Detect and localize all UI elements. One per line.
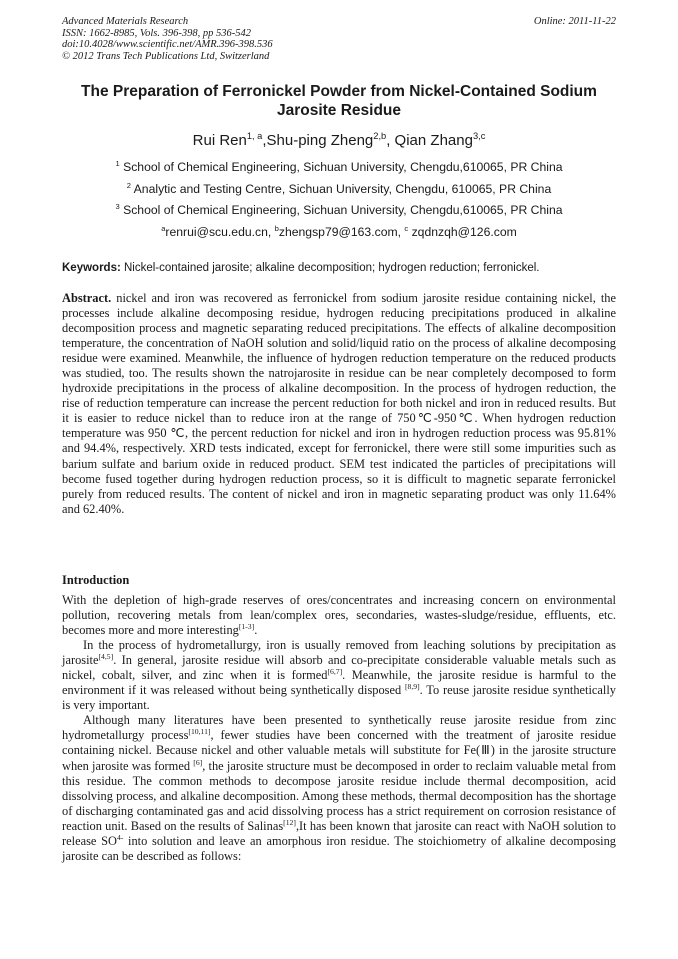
journal-issn: ISSN: 1662-8985, Vols. 396-398, pp 536-542 <box>62 27 251 39</box>
journal-name: Advanced Materials Research <box>62 16 189 27</box>
citation: [10,11] <box>188 727 211 737</box>
author-sup: 2,b <box>373 131 387 141</box>
journal-doi: doi:10.4028/www.scientific.net/AMR.396-398.536 <box>62 39 273 50</box>
author-name: , Qian Zhang <box>386 132 473 149</box>
affiliation-2: $^2$ Analytic and Testing Centre, Sichuan University, Chengdu, 610065, PR China <box>126 180 552 196</box>
section-heading-introduction: Introduction <box>62 573 130 587</box>
author-sup: 1, a <box>246 131 263 141</box>
abstract <box>62 291 616 517</box>
author-sup: 3,c <box>472 131 486 141</box>
citation: [4,5] <box>98 652 114 662</box>
author-emails: $^a$renrui@scu.edu.cn, $^b$zhengsp79@163.com, $^c$ zqdnzqh@126.com <box>161 223 517 239</box>
citation: [6] <box>193 757 203 767</box>
keywords <box>62 262 616 274</box>
author-name: Rui Ren <box>192 132 247 149</box>
paper-title: The Preparation of Ferronickel Powder from Nickel-Contained Sodium Jarosite Residue <box>81 83 597 119</box>
journal-copyright: © 2012 Trans Tech Publications Ltd, Switzerland <box>62 50 270 62</box>
intro-paragraph: With the depletion of high-grade reserves of ores/concentrates and increasing concern on environmental pollution, recovering metals from lean/complex ores, secondaries, wastes-sludge/residue, effluents, etc. becomes more and more interesting[1-3]. <box>62 593 616 638</box>
journal-header <box>62 16 616 62</box>
abstract-text: nickel and iron was recovered as ferronickel from sodium jarosite residue containing nickel, the processes include alkaline decomposing residue, hydrogen reducing precipitations produced in alkaline decomposition process and magnetic separating reduced precipitations. The effects of alkaline decomposition temperature, the concentration of NaOH solution and solid/liquid ratio on the process of alkaline decomposing residue were examined. Meanwhile, the influence of hydrogen reduction temperature on the reduced products was studied, too. The results shown the natrojarosite in residue can be near completely decomposed to form hydroxide precipitations in the process of alkaline decomposition. In the process of hydrogen reduction, the rise of reduction temperature can increase the percent reduction for both nickel and iron in reduced results. But it is easier to reduce nickel than to reduce iron at the range of 750℃-950℃. When hydrogen reduction temperature was 950 ℃, the percent reduction for nickel and iron in hydrogen reduction process was 95.81% and 94.4%, respectively. XRD tests indicated, except for ferronickel, there were still some impurities such as barium sulfate and barium oxide in reduced product. SEM test indicated the particles of precipitations will become fused together during hydrogen reduction process, so it is difficult to magnetic separate ferronickel purely from reduced results. The content of nickel and iron in magnetic separating product was only 11.64% and 62.40%. <box>62 291 616 516</box>
citation: [8,9] <box>404 682 420 692</box>
affiliation-1: $^1$ School of Chemical Engineering, Sichuan University, Chengdu,610065, PR China <box>115 158 563 174</box>
citation: [6,7] <box>327 667 343 677</box>
keywords-text: Nickel-contained jarosite; alkaline decomposition; hydrogen reduction; ferronickel. <box>124 262 540 274</box>
author-list <box>62 132 616 149</box>
intro-paragraph: In the process of hydrometallurgy, iron is usually removed from leaching solutions by precipitation as jarosite[4,5]. In general, jarosite residue will absorb and co-precipitate considerable valuable metals such as nickel, cobalt, silver, and zinc when it is formed[6,7]. Meanwhile, the jarosite residue is harmful to the environment if it was released without being synthetically disposed [8,9]. To reuse jarosite residue synthetically is very important. <box>62 638 616 713</box>
abstract-label: Abstract. <box>62 291 112 305</box>
citation: [1-3] <box>238 621 255 631</box>
introduction-body <box>62 593 616 864</box>
author-name: ,Shu-ping Zheng <box>262 132 374 149</box>
intro-paragraph: Although many literatures have been presented to synthetically reuse jarosite residue from zinc hydrometallurgy process[10,11], fewer studies have been concerned with the treatment of jarosite residue containing nickel. Because nickel and other valuable metals will substitute for Fe(Ⅲ) in the jarosite structure when jarosite was formed [6], the jarosite structure must be decomposed in order to reclaim valuable metal from this residue. The common methods to decompose jarosite residue include thermal decomposition, acid dissolving process, and alkaline decomposition. Among these methods, thermal decomposition has the shortage of discharging contaminated gas and acid dissolving process has a strict requirement on corrosion resistance of reaction unit. Based on the results of Salinas[12],It has been known that jarosite can react with NaOH solution to release $SO^{4-}$ into solution and leave an amorphous iron residue. The stoichiometry of alkaline decomposing jarosite can be described as follows: <box>62 713 617 863</box>
online-date: Online: 2011-11-22 <box>533 16 616 27</box>
affiliation-3: $^3$ School of Chemical Engineering, Sichuan University, Chengdu,610065, PR China <box>115 201 563 217</box>
keywords-label: Keywords: <box>62 262 121 274</box>
citation: [12] <box>283 817 296 827</box>
